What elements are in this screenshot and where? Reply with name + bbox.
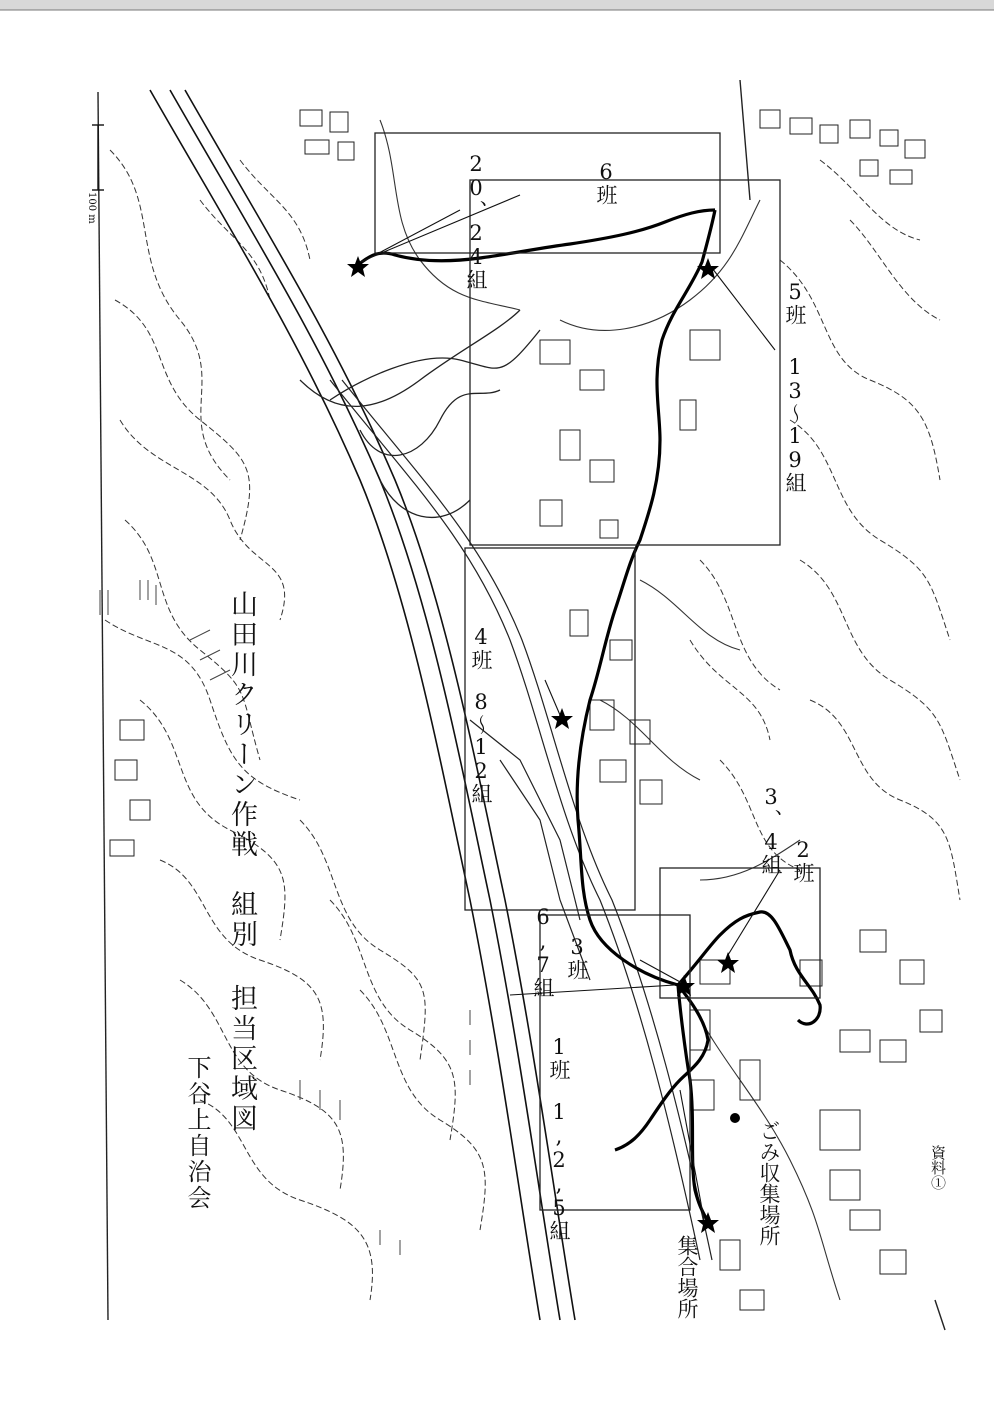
zone-team: 4班	[469, 625, 493, 670]
zone-team: 2班	[791, 838, 815, 883]
scale-bar	[92, 125, 104, 190]
scan-edge	[0, 0, 994, 10]
doc-ref: 資料①	[929, 1145, 947, 1190]
zone-groups: 1,2,5組	[547, 1100, 571, 1241]
organization-name: 下谷上自治会	[183, 1055, 211, 1211]
railway	[330, 380, 712, 1260]
river-route	[358, 210, 820, 1222]
star-icon	[717, 952, 739, 973]
zone-groups: 3、4組	[759, 785, 783, 875]
zone-team: 1班	[547, 1035, 571, 1080]
interchange	[300, 310, 540, 517]
collection-point-label: ごみ収集場所	[757, 1120, 781, 1246]
assembly-point-label: 集合場所	[675, 1235, 699, 1319]
star-icon	[551, 708, 573, 729]
zone-team: 5班	[783, 280, 807, 325]
zone-team: 3班	[565, 935, 589, 980]
zone-6-boundary	[375, 133, 720, 253]
zone-groups: 6,7組	[531, 905, 555, 998]
page-title: 山田川クリーン作戦 組別 担当区域図	[226, 590, 257, 1134]
zone-groups: 13～19組	[783, 355, 807, 493]
zone-team: 6班	[594, 160, 618, 205]
scale-label: 100 m	[86, 192, 97, 224]
terrain-marks	[100, 580, 470, 1255]
zone-groups: 8～12組	[469, 690, 493, 804]
zone-groups: 20、24組	[464, 152, 488, 290]
star-icon	[697, 1212, 719, 1233]
garbage-point-icon	[730, 1113, 740, 1123]
